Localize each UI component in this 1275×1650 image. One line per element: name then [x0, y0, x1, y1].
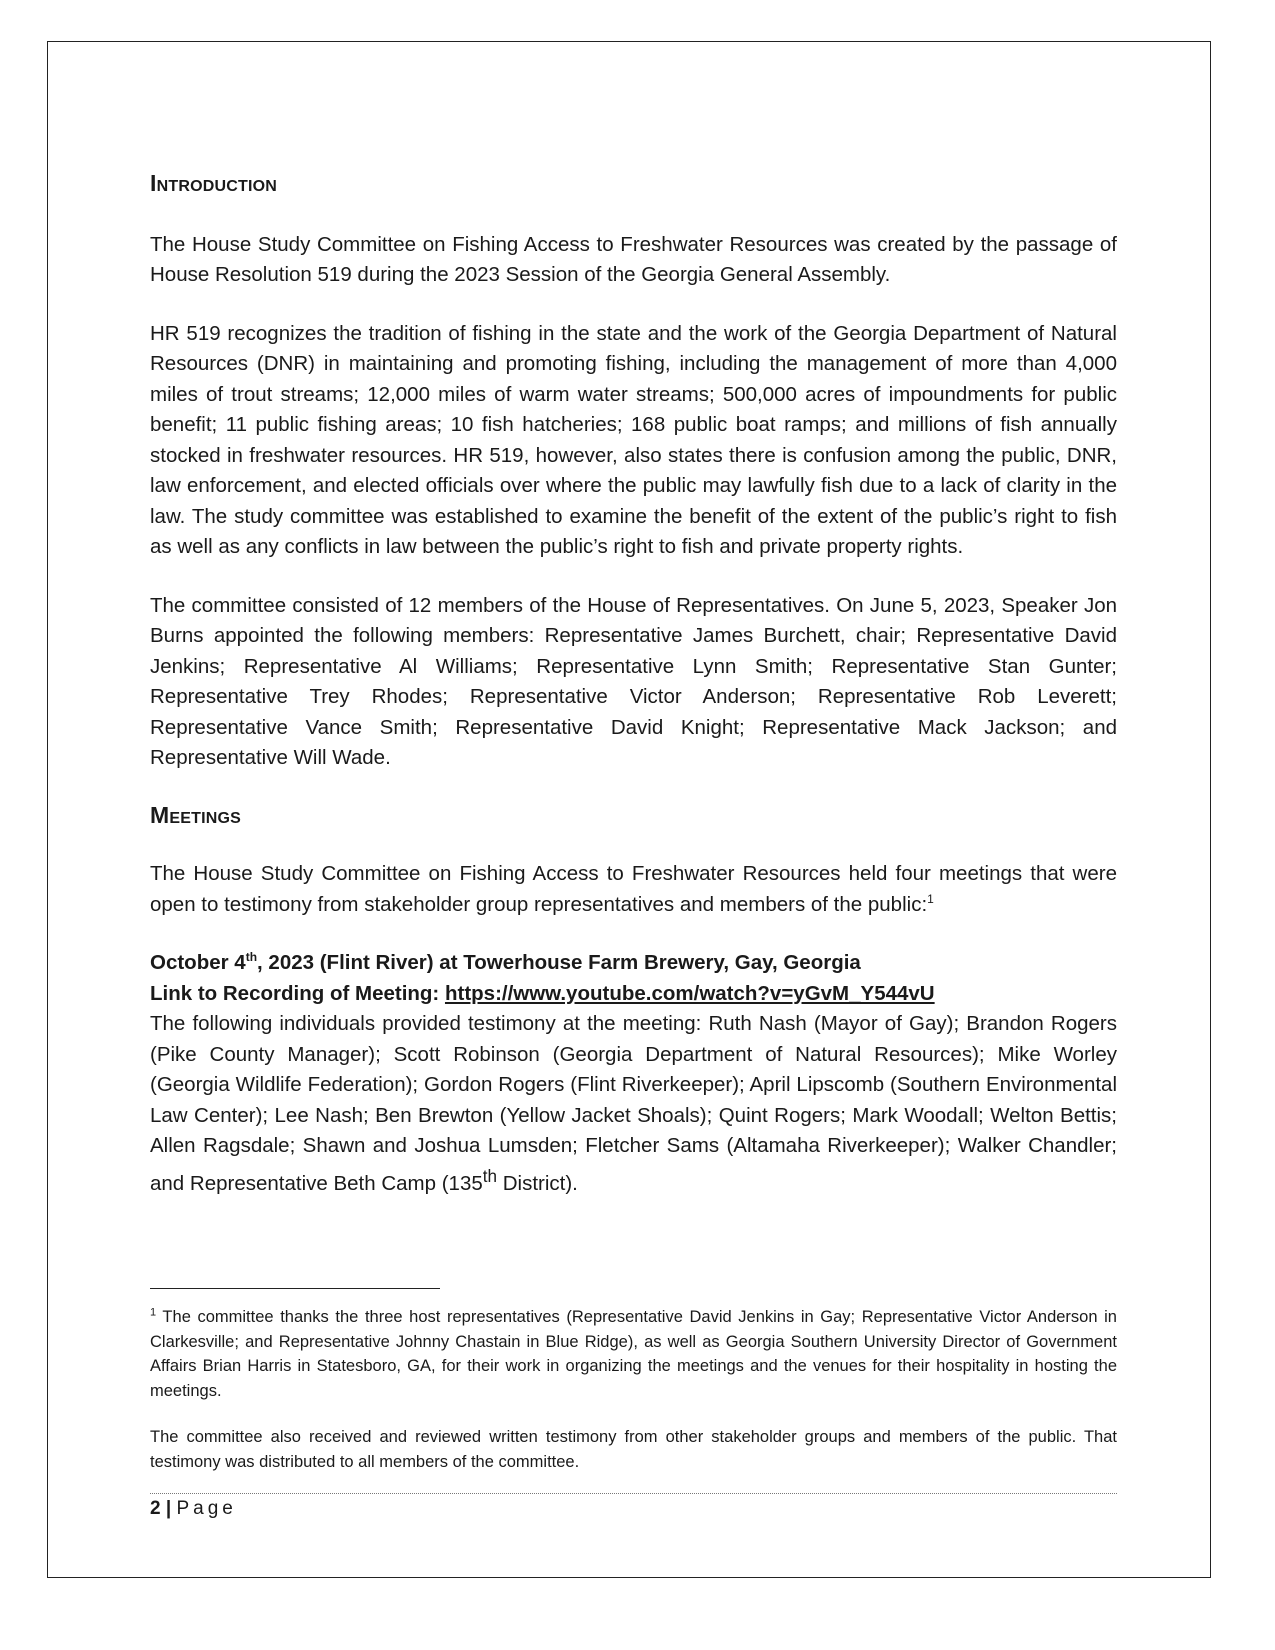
page-label: Page — [176, 1498, 237, 1519]
intro-paragraph-1: The House Study Committee on Fishing Access to Freshwater Resources was created by the passage of House Resolution 519 during the 2023 Session of the Georgia General Assembly. — [150, 232, 1117, 287]
footnote-ref-1[interactable]: 1 — [927, 891, 934, 906]
meeting-1-testimony — [150, 1009, 1117, 1199]
meetings-intro-paragraph — [150, 859, 1117, 920]
meeting-1-testimony-end: District). — [497, 1171, 578, 1195]
meetings-heading: Meetings — [150, 801, 241, 828]
intro-paragraph-2: HR 519 recognizes the tradition of fishing in the state and the work of the Georgia Department of Natural Resources (DNR) in maintaining and promoting fishing, including the management of more than 4,000 miles of trout streams; 12,000 miles of warm water streams; 500,000 acres of impoundments for public benefit; 11 public fishing areas; 10 fish hatcheries; 168 public boat ramps; and millions of fish annually stocked in freshwater resources. HR 519, however, also states there is confusion among the public, DNR, law enforcement, and elected officials over where the public may lawfully fish due to a lack of clarity in the law. The study committee was established to examine the benefit of the extent of the public’s right to fish as well as any conflicts in law between the public’s right to fish and private property rights. — [150, 321, 1117, 559]
recording-link[interactable]: https://www.youtube.com/watch?v=yGvM_Y544vU — [444, 981, 935, 1005]
recording-link-label: Link to Recording of Meeting: — [150, 981, 445, 1005]
footnote-1-mark: 1 — [150, 1306, 157, 1319]
footnote-1 — [150, 1305, 1117, 1403]
page-number: 2 — [150, 1498, 161, 1519]
meeting-1-recording-row — [150, 979, 1117, 1010]
page-footer — [150, 1498, 237, 1520]
meeting-1-title-location: , 2023 (Flint River) at Towerhouse Farm Brewery, Gay, Georgia — [257, 951, 861, 975]
footnote-1-text: The committee thanks the three host representatives (Representative David Jenkins in Gay; Representative Victor Anderson in Clarkesville; and Representative Johnny Chastain in Blue Ridge), as well as Georgia Southern University Director of Government Affairs Brian Harris in Statesboro, GA, for their work in organizing the meetings and the venues for their hospitality in hosting the meetings. — [150, 1308, 1117, 1400]
meeting-1-title-ordinal: th — [245, 950, 258, 965]
meeting-1-title-date: October 4 — [150, 951, 246, 975]
footnote-separator — [150, 1288, 440, 1289]
introduction-heading: Introduction — [150, 170, 278, 196]
meeting-1-testimony-text: The following individuals provided testimony at the meeting: Ruth Nash (Mayor of Gay); Brandon Rogers (Pike County Manager); Scott Robinson (Georgia Department of Natural Resources); Mike Worley (Georgia Wildlife Federation); Gordon Rogers (Flint Riverkeeper); April Lipscomb (Southern Environmental Law Center); Lee Nash; Ben Brewton (Yellow Jacket Shoals); Quint Rogers; Mark Woodall; Welton Bettis; Allen Ragsdale; Shawn and Joshua Lumsden; Fletcher Sams (Altamaha Riverkeeper); Walker Chandler; and Representative Beth Camp (135 — [150, 1012, 1117, 1195]
footnotes — [150, 1305, 1117, 1496]
page-separator: | — [160, 1498, 177, 1519]
footnote-1-continued: The committee also received and reviewed written testimony from other stakeholder groups and members of the public. That testimony was distributed to all members of the committee. — [150, 1428, 1117, 1471]
page-footer-rule — [150, 1493, 1117, 1494]
district-ordinal: th — [482, 1166, 498, 1186]
intro-paragraph-3: The committee consisted of 12 members of the House of Representatives. On June 5, 2023, Speaker Jon Burns appointed the following members: Representative James Burchett, chair; Representative David Jenkins; Representative Al Williams; Representative Lynn Smith; Representative Stan Gunter; Representative Trey Rhodes; Representative Victor Anderson; Representative Rob Leverett; Representative Vance Smith; Representative David Knight; Representative Mack Jackson; and Representative Will Wade. — [150, 593, 1117, 770]
meetings-intro-text: The House Study Committee on Fishing Access to Freshwater Resources held four meetings that were open to testimony from stakeholder group representatives and members of the public: — [150, 862, 1117, 916]
meeting-1-title — [150, 948, 1117, 979]
document-body — [150, 170, 1117, 1199]
